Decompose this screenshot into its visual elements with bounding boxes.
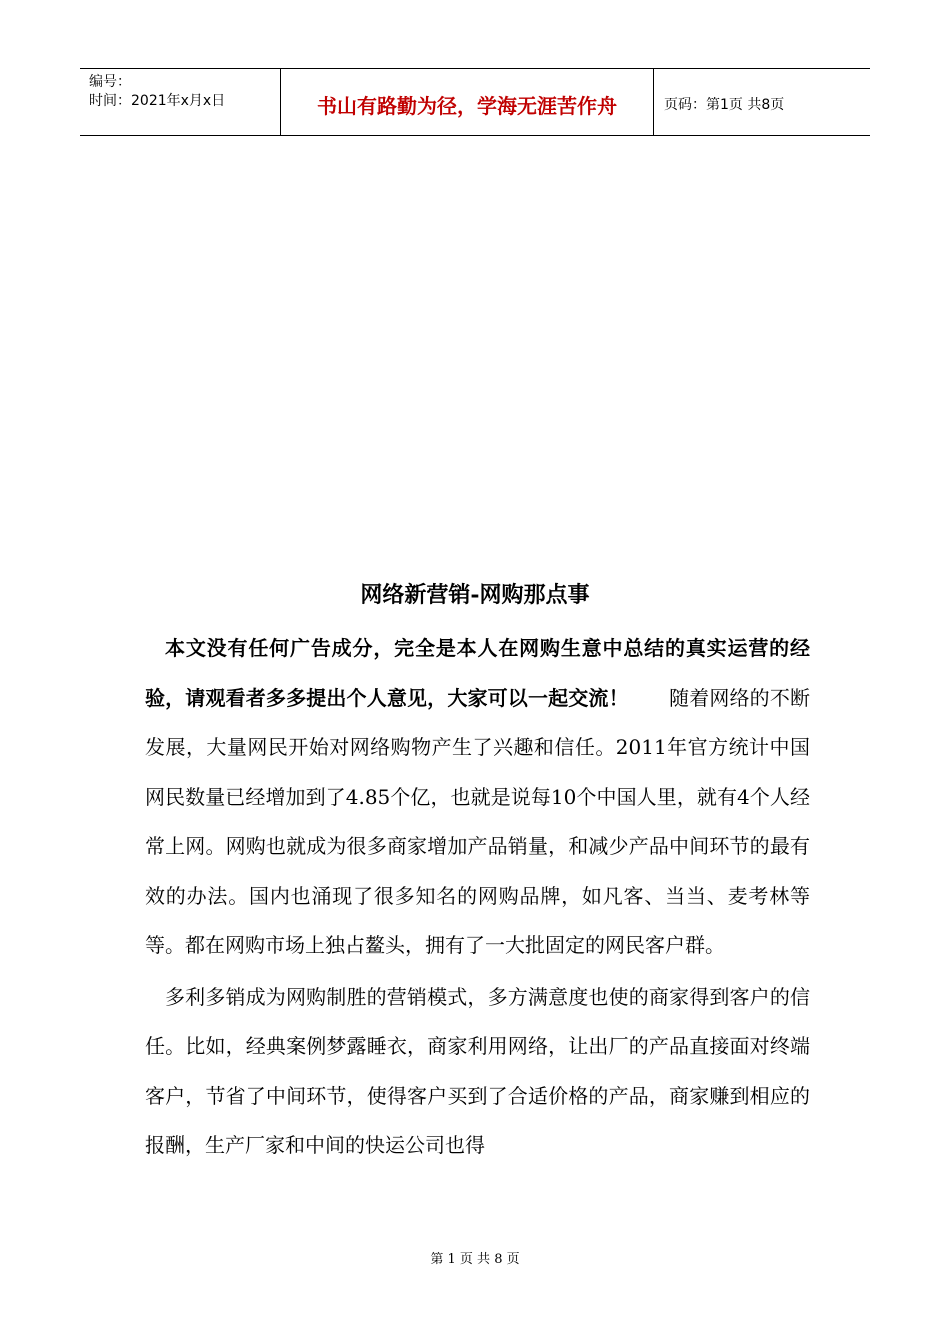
- serial-label: 编号：: [89, 74, 131, 90]
- header-table: [80, 68, 870, 136]
- document-body: [145, 624, 810, 1171]
- document-title: 网络新营销-网购那点事: [360, 582, 590, 608]
- header-meta-cell: [80, 69, 281, 135]
- date-text: 时间：2021年x月x日: [89, 93, 226, 109]
- header-page-cell: [654, 69, 870, 135]
- paragraph-2: 多利多销成为网购制胜的营销模式，多方满意度也使的商家得到客户的信任。比如，经典案例梦露睡衣，商家利用网络，让出厂的产品直接面对终端客户，节省了中间环节，使得客户买到了合适价格的产品，商家赚到相应的报酬，生产厂家和中间的快运公司也得: [145, 984, 810, 1157]
- motto-text: 书山有路勤为径，学海无涯苦作舟: [317, 93, 617, 118]
- header-motto-cell: [281, 69, 654, 135]
- lead-statement: 本文没有任何广告成分，完全是本人在网购生意中总结的真实运营的经验，请观看者多多提出个人意见，大家可以一起交流！: [145, 636, 810, 710]
- page-footer: 第 1 页 共 8 页: [430, 1252, 520, 1267]
- paragraph-1: [145, 624, 810, 971]
- paragraph-1-text: 随着网络的不断发展，大量网民开始对网络购物产生了兴趣和信任。2011年官方统计中国网民数量已经增加到了4.85个亿，也就是说每10个中国人里，就有4个人经常上网。网购也就成为很多商家增加产品销量，和减少产品中间环节的最有效的办法。国内也涌现了很多知名的网购品牌，如凡客、当当、麦考林等等。都在网购市场上独占鳌头，拥有了一大批固定的网民客户群。: [145, 685, 810, 957]
- page-info: 页码：第1页 共8页: [664, 97, 785, 113]
